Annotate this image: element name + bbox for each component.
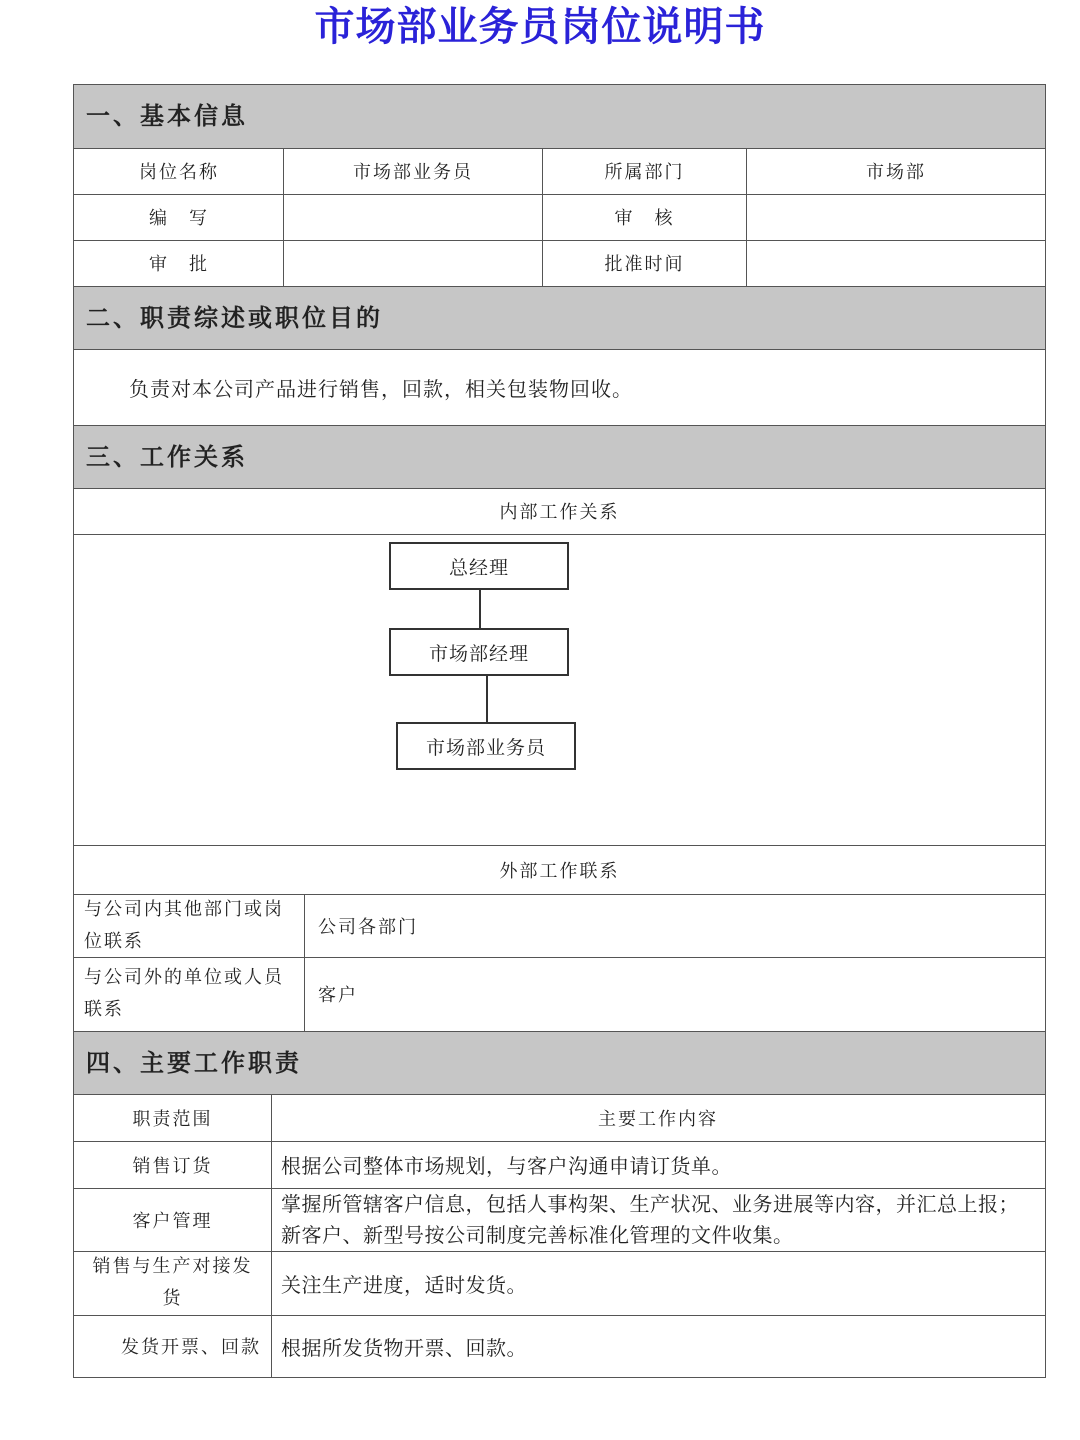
duty-row: [74, 1251, 1045, 1316]
external-relation-key: 与公司外的单位或人员联系: [84, 967, 284, 1020]
position-name-label: 岗位名称: [139, 162, 219, 183]
duties-header-row: [74, 1094, 1045, 1142]
duty-scope-header: 职责范围: [132, 1108, 213, 1130]
duty-content-header: 主要工作内容: [598, 1108, 718, 1130]
duty-scope: 发货开票、回款: [121, 1337, 261, 1358]
position-name-value: 市场部业务员: [353, 162, 473, 183]
author-value: [284, 194, 542, 240]
duty-content: 关注生产进度，适时发货。: [281, 1272, 527, 1297]
author-label: 编 写: [149, 208, 209, 229]
reviewer-label: 审 核: [614, 208, 675, 229]
org-node-salesperson: 市场部业务员: [396, 722, 576, 770]
duty-row: [74, 1141, 1045, 1189]
duty-content: 根据所发货物开票、回款。: [281, 1335, 527, 1360]
basic-info-row-1: [74, 148, 1045, 195]
org-node-general-manager: 总经理: [389, 542, 569, 590]
department-value: 市场部: [866, 162, 926, 183]
section-basic-info-heading: 一、基本信息: [74, 85, 1045, 149]
document-title: 市场部业务员岗位说明书: [314, 4, 766, 50]
approver-value: [284, 240, 542, 286]
external-relation-key: 与公司内其他部门或岗位联系: [84, 898, 284, 952]
org-chart: [74, 534, 1045, 845]
purpose-text: 负责对本公司产品进行销售，回款，相关包装物回收。: [129, 377, 633, 401]
basic-info-row-2: [74, 194, 1045, 241]
external-relation-row: [74, 957, 1045, 1031]
approval-date-label: 批准时间: [604, 254, 685, 275]
external-relation-row: [74, 894, 1045, 958]
duty-scope: 客户管理: [132, 1210, 213, 1232]
department-label: 所属部门: [604, 162, 685, 183]
org-node-market-manager: 市场部经理: [389, 628, 569, 676]
approver-label: 审 批: [149, 254, 209, 275]
external-relations-label: 外部工作联系: [499, 861, 620, 882]
section-relations-heading: 三、工作关系: [74, 425, 1045, 489]
external-relations-header: [74, 845, 1045, 895]
reviewer-value: [747, 194, 1045, 240]
duty-scope: 销售订货: [132, 1155, 213, 1177]
divider: [746, 148, 747, 286]
divider: [271, 1094, 272, 1377]
org-connector: [479, 590, 481, 628]
external-relation-value: 公司各部门: [318, 916, 418, 938]
job-description-form: [73, 84, 1046, 1378]
internal-relations-header: [74, 488, 1045, 535]
duty-row: [74, 1188, 1045, 1252]
divider: [542, 148, 543, 286]
duty-content: 掌握所管辖客户信息，包括人事构架、生产状况、业务进展等内容，并汇总上报；新客户、新型号按公司制度完善标准化管理的文件收集。: [281, 1191, 1019, 1247]
basic-info-row-3: [74, 240, 1045, 287]
duty-scope: 销售与生产对接发货: [92, 1256, 253, 1309]
internal-relations-label: 内部工作关系: [499, 502, 620, 523]
duty-content: 根据公司整体市场规划，与客户沟通申请订货单。: [281, 1154, 732, 1178]
section-duties-heading: 四、主要工作职责: [74, 1031, 1045, 1095]
org-connector: [486, 676, 488, 722]
divider: [304, 895, 305, 1031]
duty-row: [74, 1315, 1045, 1377]
approval-date-value: [747, 240, 1045, 286]
section-purpose-heading: 二、职责综述或职位目的: [74, 286, 1045, 350]
external-relation-value: 客户: [318, 985, 358, 1006]
divider: [283, 148, 284, 286]
